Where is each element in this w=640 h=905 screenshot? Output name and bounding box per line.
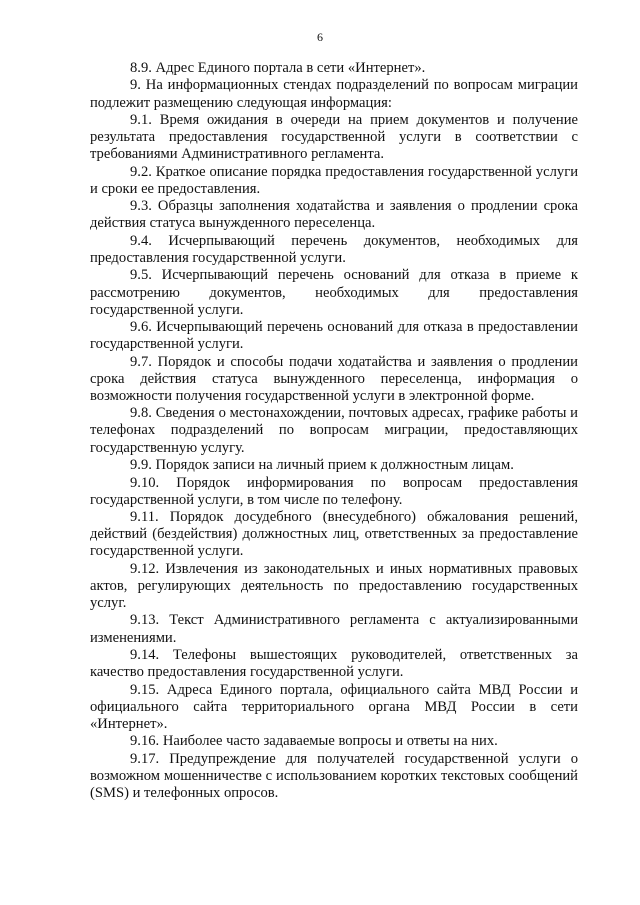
paragraph-9-5: 9.5. Исчерпывающий перечень оснований для отказа в приеме к рассмотрению документов, необходимых для предоставления государственной услуги. (90, 267, 578, 318)
paragraph-9-13: 9.13. Текст Административного регламента с актуализированными изменениями. (90, 612, 578, 646)
paragraph-9-10: 9.10. Порядок информирования по вопросам предоставления государственной услуги, в том числе по телефону. (90, 474, 578, 508)
paragraph-9-9: 9.9. Порядок записи на личный прием к должностным лицам. (130, 457, 514, 474)
paragraph-9-16: 9.16. Наиболее часто задаваемые вопросы и ответы на них. (130, 733, 498, 750)
paragraph-9-12: 9.12. Извлечения из законодательных и иных нормативных правовых актов, регулирующих деятельность по предоставлению государственных услуг. (90, 560, 578, 611)
paragraph-9-2: 9.2. Краткое описание порядка предоставления государственной услуги и сроки ее предоставления. (90, 163, 578, 197)
paragraph-9-6: 9.6. Исчерпывающий перечень оснований для отказа в предоставлении государственной услуги. (90, 319, 578, 353)
paragraph-9-11: 9.11. Порядок досудебного (внесудебного) обжалования решений, действий (бездействия) должностных лиц, ответственных за предоставление государственной услуги. (90, 509, 578, 560)
paragraph-9-7: 9.7. Порядок и способы подачи ходатайства и заявления о продлении срока действия статуса вынужденного переселенца, информация о возможности получения государственной услуги в электронной форме. (90, 353, 578, 404)
paragraph-9: 9. На информационных стендах подразделений по вопросам миграции подлежит размещению следующая информация: (90, 77, 578, 111)
paragraph-9-15: 9.15. Адреса Единого портала, официального сайта МВД России и официального сайта территориального органа МВД России в сети «Интернет». (90, 681, 578, 732)
document-body (90, 60, 578, 802)
paragraph-9-1: 9.1. Время ожидания в очереди на прием документов и получение результата предоставления государственной услуги в соответствии с требованиями Административного регламента. (90, 112, 578, 163)
paragraph-9-4: 9.4. Исчерпывающий перечень документов, необходимых для предоставления государственной услуги. (90, 232, 578, 266)
paragraph-8-9: 8.9. Адрес Единого портала в сети «Интернет». (130, 60, 426, 76)
paragraph-9-17: 9.17. Предупреждение для получателей государственной услуги о возможном мошенничестве с использованием коротких текстовых сообщений (SMS) и телефонных опросов. (90, 750, 578, 801)
paragraph-9-8: 9.8. Сведения о местонахождении, почтовых адресах, графике работы и телефонах подразделений по вопросам миграции, предоставляющих государственную услугу. (90, 405, 578, 456)
paragraph-9-3: 9.3. Образцы заполнения ходатайства и заявления о продлении срока действия статуса вынужденного переселенца. (90, 198, 578, 232)
paragraph-9-14: 9.14. Телефоны вышестоящих руководителей, ответственных за качество предоставления государственной услуги. (90, 647, 578, 681)
page-number: 6 (317, 30, 323, 44)
